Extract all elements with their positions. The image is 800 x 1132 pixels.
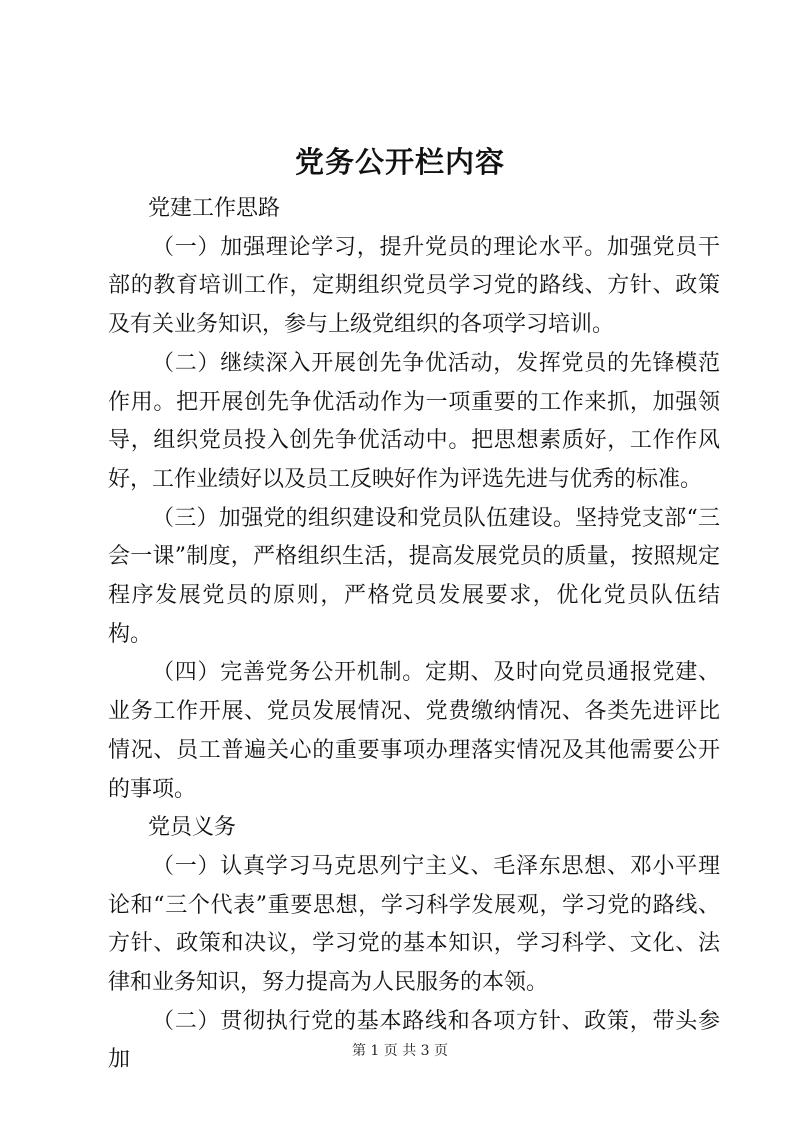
section-heading-member-obligations: 党员义务: [148, 815, 237, 841]
paragraph-obligation-implement: （二）贯彻执行党的基本路线和各项方针、政策，带头参加: [108, 1008, 720, 1073]
page-indicator: 第 1 页 共 3 页: [351, 1043, 449, 1059]
paragraph-excellence-campaign: （二）继续深入开展创先争优活动，发挥党员的先锋模范作用。把开展创先争优活动作为一项重要的工作来抓，加强领导，组织党员投入创先争优活动中。把思想素质好，工作作风好，工作业绩好以及员工反映好作为评选先进与优秀的标准。: [108, 350, 720, 492]
paragraph-disclosure-mechanism: （四）完善党务公开机制。定期、及时向党员通报党建、业务工作开展、党员发展情况、党费缴纳情况、各类先进评比情况、员工普遍关心的重要事项办理落实情况及其他需要公开的事项。: [108, 660, 720, 802]
paragraph-obligation-study: （一）认真学习马克思列宁主义、毛泽东思想、邓小平理论和“三个代表”重要思想，学习科学发展观，学习党的路线、方针、政策和决议，学习党的基本知识，学习科学、文化、法律和业务知识，努力提高为人民服务的本领。: [108, 853, 720, 996]
paragraph-organization-building: （三）加强党的组织建设和党员队伍建设。坚持党支部“三会一课”制度，严格组织生活，提高发展党员的质量，按照规定程序发展党员的原则，严格党员发展要求，优化党员队伍结构。: [108, 505, 720, 647]
document-body: [108, 190, 720, 1080]
document-title: 党务公开栏内容: [294, 145, 505, 179]
paragraph-theory-study: （一）加强理论学习，提升党员的理论水平。加强党员干部的教育培训工作，定期组织党员学习党的路线、方针、政策及有关业务知识，参与上级党组织的各项学习培训。: [108, 234, 720, 338]
section-heading-party-building: 党建工作思路: [148, 196, 281, 221]
